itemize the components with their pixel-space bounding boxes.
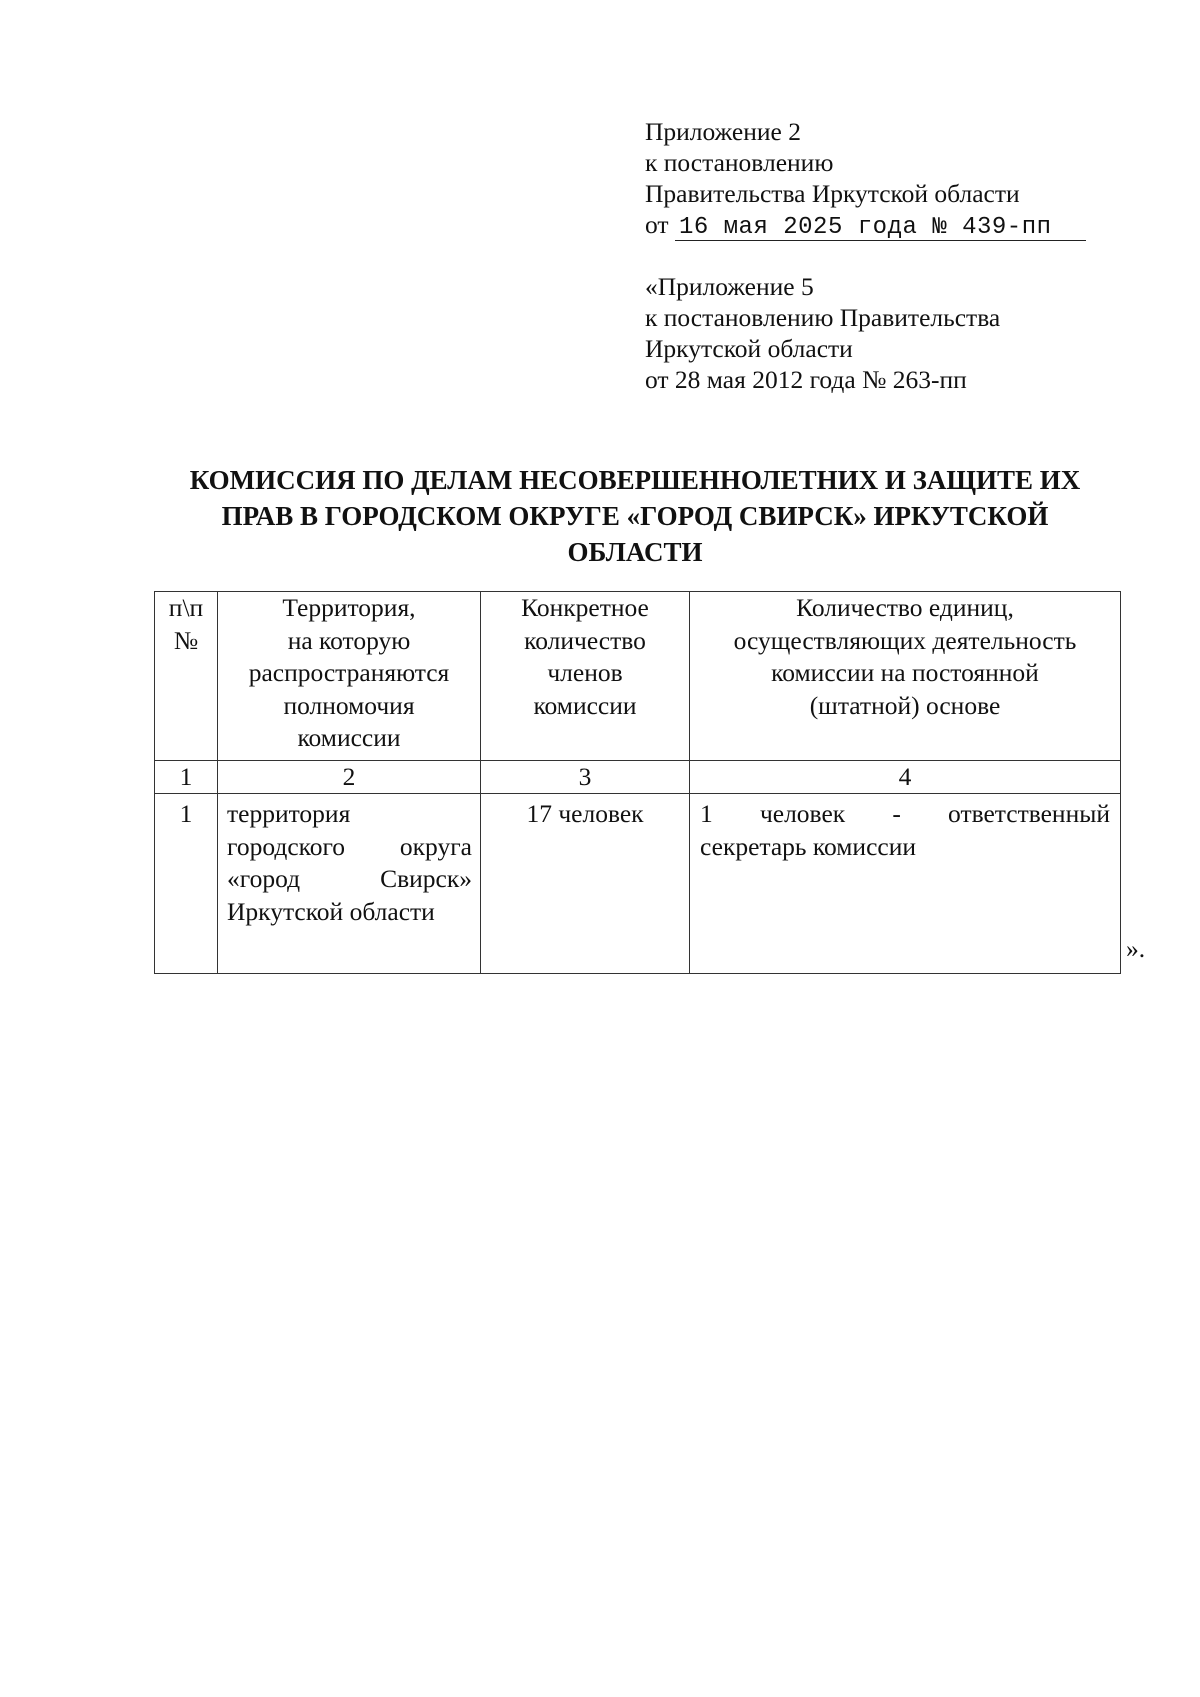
header-text: Конкретное [521,593,649,622]
header-text: распространяются [248,658,450,687]
appendix-2-date-row [645,209,1086,240]
units-line [700,798,1110,831]
commission-table [154,591,1121,974]
appendix-2-line-2: к постановлению [645,148,834,177]
resolution-date: 16 мая 2025 года № 439-пп [678,214,1052,241]
header-text: Количество единиц, [796,593,1014,622]
members-count: 17 человек [481,794,690,974]
column-number: 4 [690,761,1121,794]
header-text: полномочия [283,690,415,720]
header-text: комиссии [297,723,401,752]
territory-cell [218,794,481,974]
territory-word: «город [227,864,301,893]
document-title [150,462,1120,570]
territory-line: территория [227,799,351,828]
appendix-2-title: Приложение 2 [645,117,801,146]
territory-line: Иркутской области [227,896,435,926]
header-text: членов [547,658,623,687]
staff-units-cell [690,794,1121,974]
date-prefix: от [645,210,669,239]
territory-word: округа [399,831,472,861]
column-number: 1 [155,761,218,794]
header-cell-units [690,592,1121,761]
appendix-5-title: «Приложение 5 [645,272,814,301]
title-line-3: ОБЛАСТИ [567,537,703,567]
header-text: на которую [287,625,411,655]
closing-quote-mark: ». [1126,934,1146,963]
header-cell-territory [218,592,481,761]
table-header-row [155,592,1121,761]
territory-line [227,831,472,864]
territory-word: Свирск» [380,864,472,893]
column-number-row [155,761,1121,794]
appendix-2-line-3: Правительства Иркутской области [645,179,1020,208]
header-cell-number [155,592,218,761]
header-cell-members [481,592,690,761]
units-word: ответственный [948,799,1110,828]
header-text: количество [524,625,646,655]
header-text: (штатной) основе [809,690,1001,720]
header-text: осуществляющих деятельность [733,625,1077,655]
territory-line [227,863,472,896]
header-text: п\п [168,593,204,622]
header-text: комиссии [533,690,637,720]
title-line-2: ПРАВ В ГОРОДСКОМ ОКРУГЕ «ГОРОД СВИРСК» ИРКУТСКОЙ [221,501,1049,531]
column-number: 3 [481,761,690,794]
title-line-1: КОМИССИЯ ПО ДЕЛАМ НЕСОВЕРШЕННОЛЕТНИХ И ЗАЩИТЕ ИХ [189,465,1081,495]
header-text: № [173,625,199,655]
appendix-5-line-3: Иркутской области [645,334,853,363]
appendix-5-line-2: к постановлению Правительства [645,303,1001,332]
units-line: секретарь комиссии [700,831,917,861]
units-word: 1 [700,799,713,828]
column-number: 2 [218,761,481,794]
row-number: 1 [155,794,218,974]
territory-word: городского [227,831,346,861]
appendix-5-line-4: от 28 мая 2012 года № 263-пп [645,365,967,394]
appendix-5-header [645,271,1000,395]
date-underline [675,212,1086,241]
units-word: человек [759,799,846,828]
units-word: - [892,799,901,828]
appendix-2-header [645,116,1086,240]
header-text: комиссии на постоянной [771,658,1039,687]
header-text: Территория, [282,593,416,622]
table-row [155,794,1121,974]
